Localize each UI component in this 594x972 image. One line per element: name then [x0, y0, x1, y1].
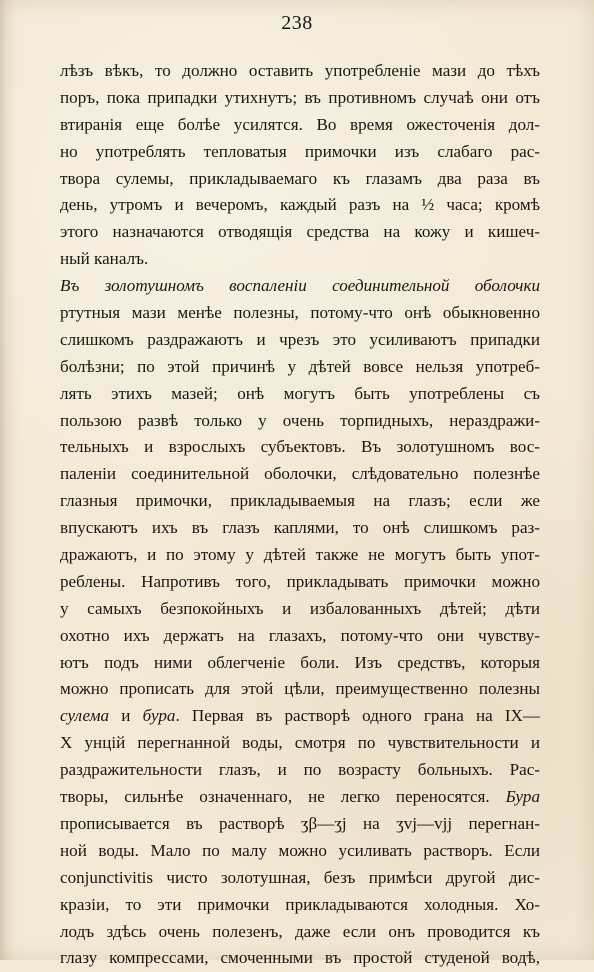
page-number: 238 [281, 12, 313, 34]
text-line: болѣзни; по этой причинѣ у дѣтей вовсе нельзя употреб- [60, 356, 540, 376]
italic-term-bura: бура [142, 706, 176, 726]
text-line: но употреблять тепловатыя примочки изъ слабаго рас- [60, 141, 540, 161]
text-line: ютъ подъ ними облегченіе боли. Изъ средствъ, которыя [60, 652, 540, 672]
text-line: впускаютъ ихъ въ глазъ каплями, то онѣ слишкомъ раз- [60, 518, 540, 538]
text-line-with-italics [60, 784, 540, 811]
text-line: тельныхъ и взрослыхъ субъектовъ. Въ золотушномъ вос- [60, 437, 540, 457]
text-line: ной воды. Мало по малу можно усиливать растворъ. Если [60, 840, 540, 860]
italic-term-sulema: сулема [60, 706, 110, 726]
text-line: паленіи соединительной оболочки, слѣдовательно полезнѣе [60, 464, 540, 484]
text-line: ный каналъ. [60, 249, 149, 269]
text-line: реблены. Напротивъ того, прикладывать примочки можно [60, 571, 540, 591]
text-line: твора сулемы, прикладываемаго къ глазамъ два раза въ [60, 168, 540, 188]
text-line: раздражительности глазъ, и по возрасту больныхъ. Рас- [60, 760, 540, 780]
text-line: дражаютъ, и по этому у дѣтей также не могутъ быть упот- [60, 545, 540, 565]
text-line: втиранія еще болѣе усилятся. Во время ожесточенія дол- [60, 114, 540, 134]
text-line: поръ, пока припадки утихнутъ; въ противномъ случаѣ они отъ [60, 87, 540, 107]
text-fragment: творы, сильнѣе означеннаго, не легко переносятся. [60, 787, 506, 807]
italic-term-bura-capital: Бура [505, 787, 540, 807]
text-line: прописывается въ растворѣ ʒβ—ʒj на ʒvj—vjj перегнан- [60, 813, 540, 833]
text-line-with-italics [60, 703, 540, 730]
text-fragment: . Первая въ растворѣ одного грана на IX— [175, 706, 540, 726]
text-line: глазу компрессами, смоченными въ простой студеной водѣ, [60, 948, 540, 968]
text-line: кразіи, то эти примочки прикладываются холодныя. Хо- [60, 894, 540, 914]
text-line: у самыхъ безпокойныхъ и избалованныхъ дѣтей; дѣти [60, 598, 540, 618]
text-line: охотно ихъ держатъ на глазахъ, потому-что они чувству- [60, 625, 540, 645]
text-line: conjunctivitis чисто золотушная, безъ примѣси другой дис- [60, 867, 540, 887]
text-line: лодъ здѣсь очень полезенъ, даже если онъ проводится къ [60, 921, 540, 941]
text-line: ртутныя мази менѣе полезны, потому-что онѣ обыкновенно [60, 303, 540, 323]
text-line: пользою развѣ только у очень торпидныхъ, нераздражи- [60, 410, 540, 430]
text-line: лять этихъ мазей; онѣ могутъ быть употреблены съ [60, 383, 540, 403]
text-line: день, утромъ и вечеромъ, каждый разъ на ½ часа; кромѣ [60, 195, 540, 215]
text-line: лѣзъ вѣкъ, то должно оставить употребленіе мази до тѣхъ [60, 61, 540, 80]
text-line: можно прописать для этой цѣли, преимущественно полезны [60, 679, 540, 699]
text-line: этого назначаются отводящія средства на кожу и кишеч- [60, 222, 540, 242]
body-text [60, 58, 540, 968]
text-line: X унцій перегнанной воды, смотря по чувствительности и [60, 733, 540, 753]
paragraph-heading-italic: Въ золотушномъ воспаленіи соединительной оболочки [60, 276, 540, 296]
text-line: глазныя примочки, прикладываемыя на глазъ; если же [60, 491, 540, 511]
text-line: слишкомъ раздражаютъ и чрезъ это усиливаютъ припадки [60, 329, 540, 349]
conjunction-text: и [109, 706, 143, 726]
